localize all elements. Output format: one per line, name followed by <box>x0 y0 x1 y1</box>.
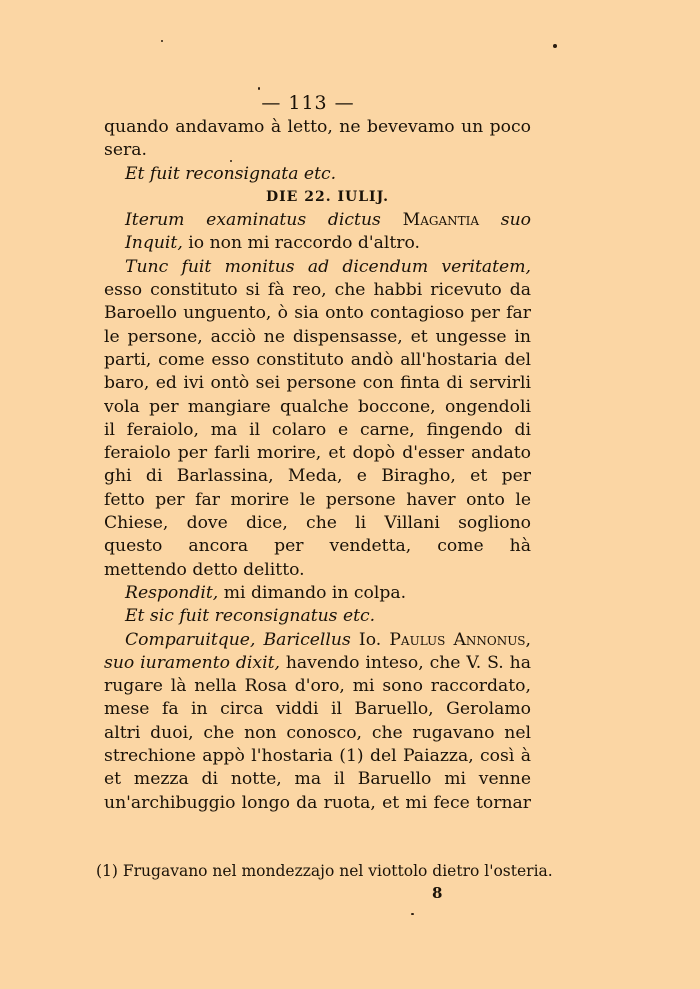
text-run: io non mi raccordo d'altro. <box>182 233 420 254</box>
text-line <box>104 326 531 349</box>
text-run: et mezza di notte, ma il Baruello mi venne <box>104 769 531 790</box>
text-line <box>104 535 531 558</box>
text-line <box>104 722 531 745</box>
text-line <box>104 465 531 488</box>
text-run: vola per mangiare qualche boccone, ongendoli <box>104 396 531 417</box>
text-run: strechione appò l'hostaria (1) del Paiazza, così à <box>104 746 531 767</box>
text-line <box>104 605 531 628</box>
text-run: Et sic fuit reconsignatus etc. <box>125 606 376 627</box>
text-run: Baroello unguento, ò sia onto contagioso per far <box>104 303 531 324</box>
text-run: quando andavamo à letto, ne bevevamo un poco <box>104 117 531 137</box>
footnote: (1) Frugavano nel mondezzajo nel viottolo dietro l'osteria. <box>96 862 553 880</box>
text-run: DIE 22. IULIJ. <box>265 188 390 205</box>
text-line <box>104 559 531 582</box>
text-run: havendo inteso, che V. S. ha <box>285 652 531 673</box>
page-number: — 113 — <box>261 92 355 114</box>
text-line <box>104 629 531 652</box>
text-line <box>104 698 531 721</box>
text-run: Respondit, <box>125 582 219 603</box>
text-line <box>104 302 531 325</box>
text-line <box>104 582 531 605</box>
text-line <box>104 279 531 302</box>
text-line <box>104 652 531 675</box>
text-line <box>104 442 531 465</box>
text-line <box>104 209 531 232</box>
text-run: suo iuramento dixit, <box>104 652 280 673</box>
text-line <box>104 116 531 139</box>
text-run: altri duoi, che non conosco, che rugavano nel <box>104 722 531 743</box>
text-run: un'archibuggio longo da ruota, et mi fece tornar <box>104 792 531 813</box>
text-line <box>104 396 531 419</box>
signature-mark: 8 <box>432 884 443 902</box>
text-line <box>104 349 531 372</box>
text-run: ghi di Barlassina, Meda, e Biragho, et per <box>104 466 531 487</box>
text-line <box>104 372 531 395</box>
text-run: fetto per far morire le persone haver onto le <box>104 489 531 510</box>
paper-speck <box>161 40 163 42</box>
paper-speck <box>258 87 260 90</box>
text-line <box>104 792 531 815</box>
text-run: Io. <box>350 629 390 650</box>
text-line <box>104 675 531 698</box>
text-run: esso constituto si fà reo, che habbi ricevuto da <box>104 280 531 301</box>
text-run: baro, ed ivi ontò sei persone con finta di servirli <box>104 373 531 394</box>
text-line <box>104 232 531 255</box>
text-line <box>104 745 531 768</box>
text-run: Tunc fuit monitus ad dicendum veritatem, <box>125 256 531 277</box>
text-run: Comparuitque, Baricellus <box>125 629 351 650</box>
text-run: Inquit, <box>125 233 183 254</box>
date-heading <box>104 186 531 209</box>
text-run: suo <box>500 210 531 231</box>
text-run: parti, come esso constituto andò all'hostaria del <box>104 349 531 370</box>
text-run: Iterum examinatus dictus <box>125 210 403 231</box>
text-run: sera. <box>104 140 147 161</box>
text-run: Magantia <box>402 210 480 231</box>
paper-speck <box>553 44 557 48</box>
text-line <box>104 139 531 162</box>
text-run: mettendo detto delitto. <box>104 559 305 580</box>
text-line <box>104 489 531 512</box>
paper-speck <box>411 913 414 915</box>
text-line <box>104 419 531 442</box>
text-run: mese fa in circa viddi il Baruello, Gerolamo <box>104 699 531 720</box>
text-line <box>104 256 531 279</box>
text-run: Paulus Annonus <box>389 629 526 650</box>
text-run: rugare là nella Rosa d'oro, mi sono raccordato, <box>104 676 531 697</box>
text-line <box>104 512 531 535</box>
text-run: feraiolo per farli morire, et dopò d'esser andato <box>104 443 531 464</box>
text-run: Chiese, dove dice, che li Villani sogliono <box>104 513 531 534</box>
text-run: questo ancora per vendetta, come hà <box>104 536 531 557</box>
text-run: Et fuit reconsignata etc. <box>125 163 337 184</box>
text-line <box>104 768 531 791</box>
text-line <box>104 163 531 186</box>
text-run: le persone, acciò ne dispensasse, et ungesse in <box>104 326 531 347</box>
text-run: il feraiolo, ma il colaro e carne, fingendo di <box>104 419 531 440</box>
body-text <box>104 116 531 815</box>
text-run: mi dimando in colpa. <box>218 582 407 603</box>
text-run: , <box>525 629 531 650</box>
